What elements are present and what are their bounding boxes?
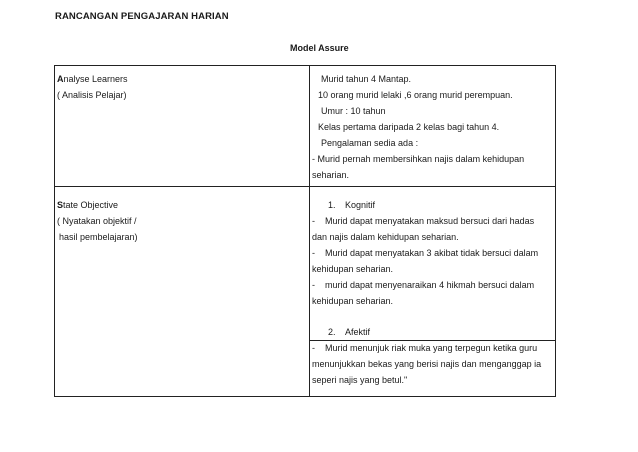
learner-info-line: Umur : 10 tahun bbox=[321, 106, 386, 116]
learner-info-line: - Murid pernah membersihkan najis dalam kehidupan bbox=[312, 154, 525, 164]
objective-line: menunjukkan bekas yang berisi najis dan menganggap ia bbox=[312, 359, 542, 369]
objective-dash: - bbox=[312, 280, 315, 290]
state-objective-sub: ( Nyatakan objektif / bbox=[57, 216, 137, 226]
heading-rest: tate Objective bbox=[63, 200, 119, 210]
row-divider bbox=[54, 186, 556, 187]
analyse-learners-sub: ( Analisis Pelajar) bbox=[57, 90, 127, 100]
state-objective-heading bbox=[57, 200, 118, 211]
learner-info-line: seharian. bbox=[312, 170, 350, 180]
state-objective-sub: hasil pembelajaran) bbox=[59, 232, 138, 242]
heading-initial: S bbox=[57, 200, 64, 210]
model-title: Model Assure bbox=[290, 43, 349, 53]
learner-info-line: Kelas pertama daripada 2 kelas bagi tahun 4. bbox=[318, 122, 500, 132]
kognitif-number: 1. bbox=[328, 200, 336, 210]
heading-initial: A bbox=[57, 74, 64, 84]
objective-line: Murid dapat menyatakan maksud bersuci dari hadas bbox=[325, 216, 535, 226]
learner-info-line: Murid tahun 4 Mantap. bbox=[321, 74, 412, 84]
analyse-learners-heading bbox=[57, 74, 128, 85]
kognitif-label: Kognitif bbox=[345, 200, 376, 210]
objective-line: Murid menunjuk riak muka yang terpegun ketika guru bbox=[325, 343, 538, 353]
objective-line: dan najis dalam kehidupan seharian. bbox=[312, 232, 459, 242]
objective-line: murid dapat menyenaraikan 4 hikmah bersuci dalam bbox=[325, 280, 535, 290]
objective-line: kehidupan seharian. bbox=[312, 264, 394, 274]
learner-info-line: 10 orang murid lelaki ,6 orang murid perempuan. bbox=[318, 90, 513, 100]
afektif-label: Afektif bbox=[345, 327, 371, 337]
objective-line: kehidupan seharian. bbox=[312, 296, 394, 306]
heading-rest: nalyse Learners bbox=[63, 74, 128, 84]
objective-dash: - bbox=[312, 248, 315, 258]
document-title: RANCANGAN PENGAJARAN HARIAN bbox=[55, 11, 229, 22]
learner-info-line: Pengalaman sedia ada : bbox=[321, 138, 419, 148]
afektif-number: 2. bbox=[328, 327, 336, 337]
objective-line: seperi najis yang betul." bbox=[312, 375, 408, 385]
objective-line: Murid dapat menyatakan 3 akibat tidak bersuci dalam bbox=[325, 248, 539, 258]
objective-dash: - bbox=[312, 343, 315, 353]
cell-divider-afektif bbox=[309, 340, 556, 341]
objective-dash: - bbox=[312, 216, 315, 226]
column-divider bbox=[309, 65, 310, 397]
